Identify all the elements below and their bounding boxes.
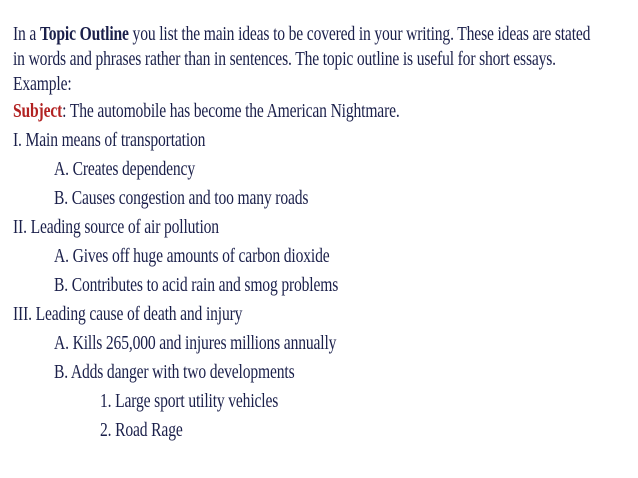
subject-line (13, 97, 497, 126)
outline-item-ii-b: B. Contributes to acid rain and smog problems (54, 274, 339, 296)
outline-item-ii-a: A. Gives off huge amounts of carbon dioxide (54, 245, 330, 267)
intro-line-1 (13, 22, 591, 47)
outline-item-i-a: A. Creates dependency (54, 158, 195, 180)
outline-item-i: I. Main means of transportation (13, 129, 206, 151)
outline-item-i-b: B. Causes congestion and too many roads (54, 187, 309, 209)
intro-prefix: In a (13, 23, 40, 45)
example-label: Example: (13, 73, 72, 95)
outline-item-iii-b-2: 2. Road Rage (100, 419, 183, 441)
document-body (13, 22, 633, 445)
outline-item-iii-b: B. Adds danger with two developments (54, 361, 295, 383)
intro-rest: you list the main ideas to be covered in your writing. These ideas are stated (128, 23, 591, 45)
topic-outline-term: Topic Outline (39, 23, 129, 45)
outline-item-iii: III. Leading cause of death and injury (13, 303, 243, 325)
subject-text: : The automobile has become the American Nightmare. (62, 100, 400, 122)
outline-item-iii-a: A. Kills 265,000 and injures millions annually (54, 332, 337, 354)
outline-item-ii: II. Leading source of air pollution (13, 216, 219, 238)
subject-label: Subject (13, 100, 63, 122)
outline-item-iii-b-1: 1. Large sport utility vehicles (100, 390, 279, 412)
intro-line-2: in words and phrases rather than in sentences. The topic outline is useful for short essays. (13, 48, 556, 70)
